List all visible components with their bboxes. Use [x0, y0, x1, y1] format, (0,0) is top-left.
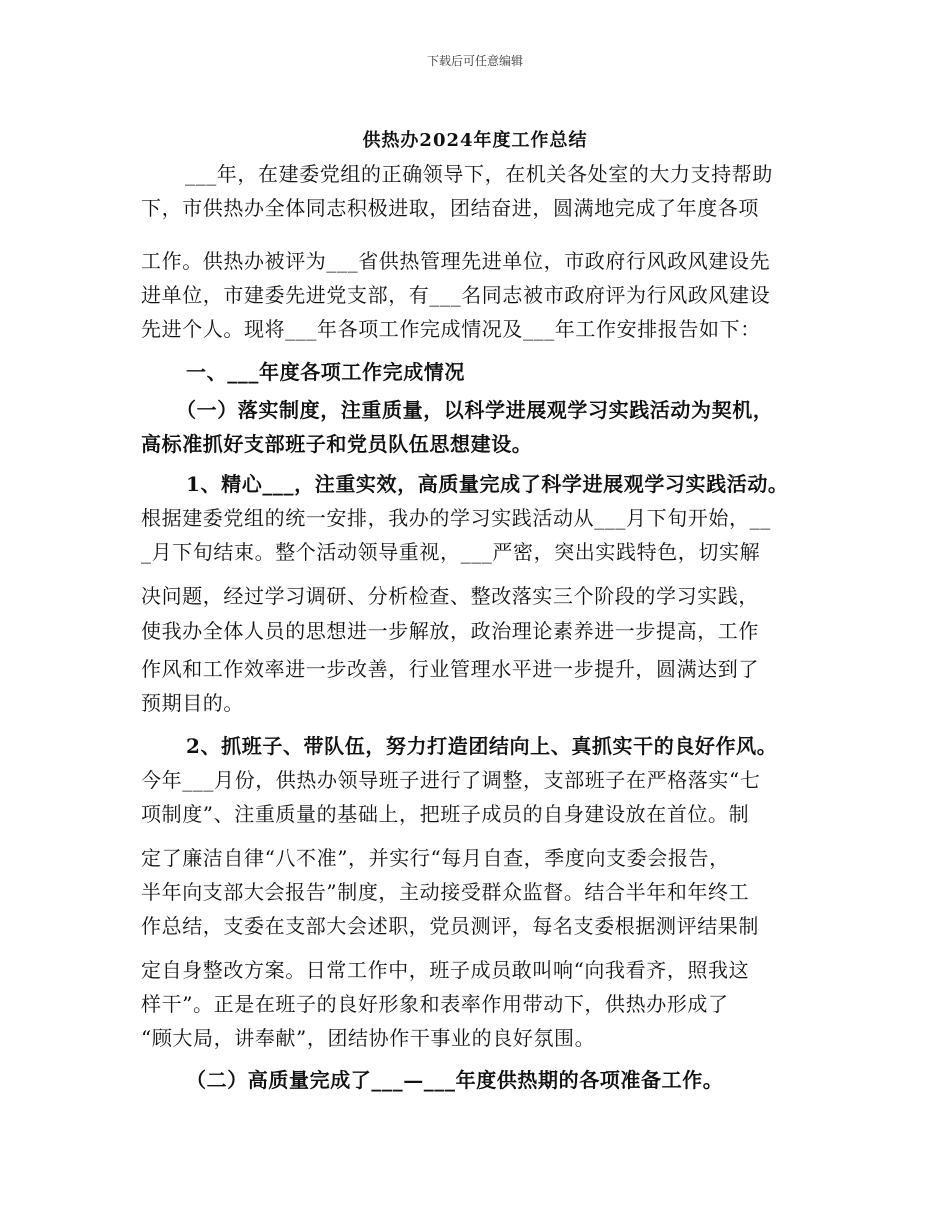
paragraph-line: 进单位，市建委先进党支部，有___名同志被市政府评为行风政风建设 [141, 283, 771, 307]
paragraph-line: 半年向支部大会报告”制度，主动接受群众监督。结合半年和年终工 [141, 880, 750, 904]
paragraph-line: ___年，在建委党组的正确领导下，在机关各处室的大力支持帮助 [185, 162, 773, 186]
paragraph-line: 今年___月份，供热办领导班子进行了调整，支部班子在严格落实“七 [141, 768, 761, 792]
section-heading: 一、___年度各项工作完成情况 [186, 360, 465, 384]
header-note: 下载后可任意编辑 [426, 54, 523, 68]
paragraph-line: 根据建委党组的统一安排，我办的学习实践活动从___月下旬开始，__ [141, 506, 771, 530]
paragraph-line: “顾大局，讲奉献”，团结协作干事业的良好氛围。 [141, 1026, 596, 1050]
paragraph-line: 使我办全体人员的思想进一步解放，政治理论素养进一步提高，工作 [141, 619, 759, 643]
paragraph-line: _月下旬结束。整个活动领导重视，___严密，突出实践特色，切实解 [141, 540, 761, 564]
item-heading: 2、抓班子、带队伍，努力打造团结向上、真抓实干的良好作风。 [186, 734, 778, 758]
paragraph-line: 下，市供热办全体同志积极进取，团结奋进，圆满地完成了年度各项 [141, 196, 759, 220]
paragraph-line: 项制度”、注重质量的基础上，把班子成员的自身建设放在首位。制 [141, 802, 750, 826]
paragraph-line: 定自身整改方案。日常工作中，班子成员敢叫响“向我看齐，照我这 [141, 958, 750, 982]
paragraph-line: 作风和工作效率进一步改善，行业管理水平进一步提升，圆满达到了 [141, 657, 759, 681]
document-title: 供热办2024年度工作总结 [362, 130, 588, 151]
paragraph-line: 预期目的。 [141, 691, 244, 715]
paragraph-line: 样干”。正是在班子的良好形象和表率作用带动下，供热办形成了 [141, 992, 729, 1016]
subsection-heading: （一）落实制度，注重质量，以科学进展观学习实践活动为契机， [176, 398, 774, 422]
subsection-heading: 高标准抓好支部班子和党员队伍思想建设。 [141, 432, 533, 456]
paragraph-line: 作总结，支委在支部大会述职，党员测评，每名支委根据测评结果制 [141, 914, 759, 938]
subsection-heading: （二）高质量完成了___—___年度供热期的各项准备工作。 [186, 1068, 724, 1092]
item-heading: 1、精心___，注重实效，高质量完成了科学进展观学习实践活动。 [186, 472, 789, 496]
paragraph-line: 决问题，经过学习调研、分析检查、整改落实三个阶段的学习实践， [141, 584, 759, 608]
paragraph-line: 定了廉洁自律“八不准”，并实行“每月自查，季度向支委会报告， [141, 846, 730, 870]
paragraph-line: 工作。供热办被评为___省供热管理先进单位，市政府行风政风建设先 [141, 249, 771, 273]
paragraph-line: 先进个人。现将___年各项工作完成情况及___年工作安排报告如下： [141, 317, 761, 341]
